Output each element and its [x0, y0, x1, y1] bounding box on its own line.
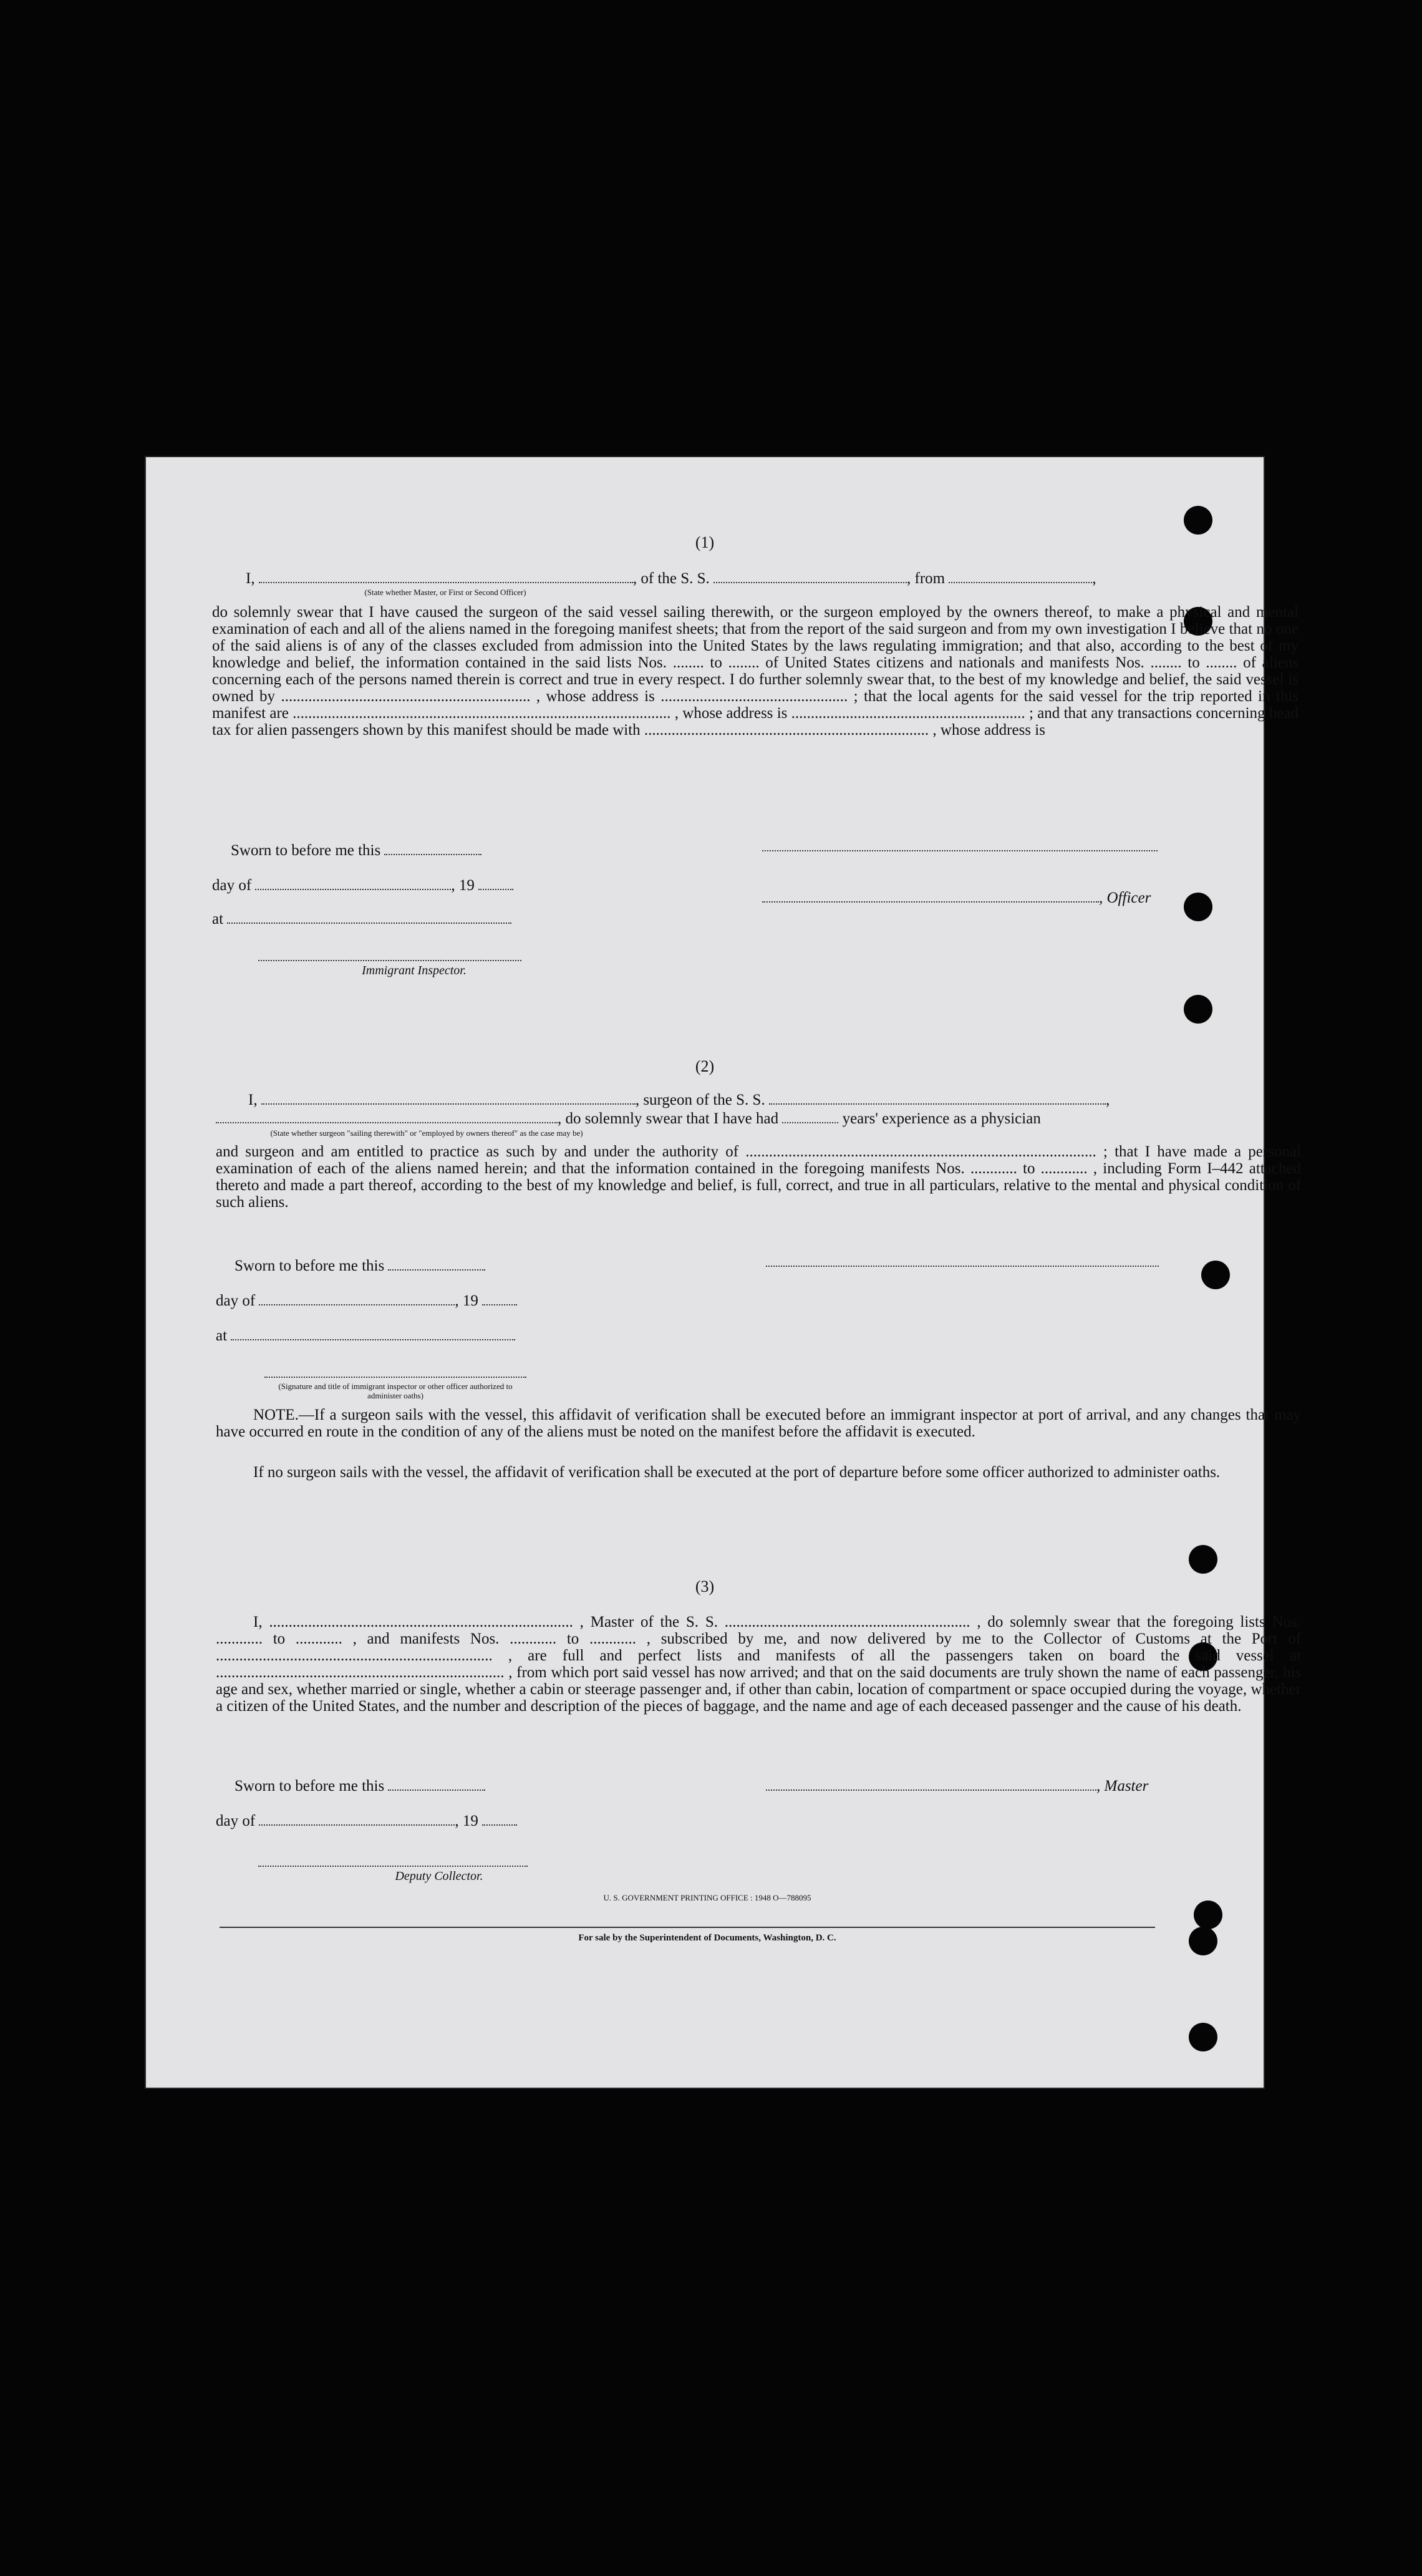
- at-label: at: [216, 1327, 228, 1344]
- section-1-day-line: [212, 876, 513, 895]
- note-no-surgeon: If no surgeon sails with the vessel, the affidavit of verification shall be executed at the port of departure before some officer authorized to administer oaths.: [253, 1464, 1221, 1481]
- section-1-from: , from: [907, 570, 946, 587]
- punch-hole: [1184, 506, 1212, 535]
- month-field[interactable]: [259, 1292, 455, 1305]
- section-3-oath-text: I, .............................................................................. , Master of the S. S. ............................................................... , do solemnly swear that the foregoing lists Nos. ............ to ............ , and manifests Nos. ............ to ............ , subscribed by me, and now delivered by me to the Collector of Customs at the Port of ....................................................................... , are full and perfect lists and manifests of all the passengers taken on board the said vessel at .......................................................................... , from which port said vessel has now arrived; and that on the said documents are truly shown the name of each passenger, his age and sex, whether married or single, whether a cabin or steerage passenger and, if other than cabin, location of compartment or space occupied during the voyage, whether a citizen of the United States, and the number and description of the pieces of baggage, and the name and age of each deceased passenger and the cause of his death.: [216, 1614, 1301, 1715]
- punch-hole: [1189, 1927, 1217, 1955]
- section-1-comma: ,: [1092, 570, 1096, 587]
- punch-hole: [1201, 1261, 1230, 1289]
- inspector-signature-line[interactable]: [258, 959, 521, 961]
- sworn-day-field[interactable]: [388, 1777, 485, 1791]
- sworn-day-field[interactable]: [384, 841, 481, 855]
- place-field[interactable]: [231, 1327, 515, 1340]
- officer-label: , Officer: [1099, 889, 1151, 906]
- punch-hole: [1189, 2023, 1217, 2051]
- section-2-day-line: [216, 1292, 517, 1310]
- surgeon-status-hint: (State whether surgeon "sailing therewith" or "employed by owners thereof" as the case may be): [270, 1128, 583, 1138]
- year-label: , 19: [455, 1813, 478, 1829]
- section-1-i: I,: [246, 570, 255, 587]
- departure-port-field[interactable]: [949, 569, 1092, 583]
- deputy-collector-label: Deputy Collector.: [395, 1869, 483, 1883]
- section-2-experience-line: [216, 1110, 1041, 1128]
- surgeon-signature-line[interactable]: [766, 1264, 1159, 1267]
- year-field[interactable]: [478, 876, 513, 890]
- surgeon-status-field[interactable]: [216, 1110, 558, 1123]
- punch-hole: [1184, 893, 1212, 921]
- sworn-label: Sworn to before me this: [231, 842, 381, 859]
- section-3-day-line: [216, 1812, 517, 1831]
- punch-hole: [1194, 1901, 1222, 1929]
- years-experience-text: years' experience as a physician: [842, 1110, 1041, 1127]
- manifest-form-page: [146, 457, 1301, 2088]
- note-surgeon-sails: NOTE.—If a surgeon sails with the vessel, this affidavit of verification shall be executed before an immigrant inspector at port of arrival, and any changes that may have occurred en route in the condition of any of the aliens must be noted on the manifest before the affidavit is executed.: [216, 1407, 1301, 1440]
- month-field[interactable]: [259, 1812, 455, 1826]
- vessel-name-field[interactable]: [713, 569, 907, 583]
- at-label: at: [212, 911, 224, 927]
- master-signature-line: [766, 1777, 1148, 1796]
- place-field[interactable]: [227, 910, 511, 924]
- section-2-oath-text: and surgeon and am entitled to practice as such by and under the authority of .......................................................................................... ; that I have made a personal examination of each of the aliens named herein; and that the information contained in the foregoing manifests Nos. ............ to ............ , including Form I–442 attached thereto and made a part thereof, according to the best of my knowledge and belief, is full, correct, and true in all particulars, relative to the mental and physical condition of such aliens.: [216, 1143, 1301, 1211]
- solemnly-swear-text: , do solemnly swear that I have had: [558, 1110, 779, 1127]
- sworn-label: Sworn to before me this: [235, 1778, 385, 1794]
- authorized-officer-hint: (Signature and title of immigrant inspector or other officer authorized to administer oaths): [278, 1382, 513, 1400]
- footer-rule: [220, 1927, 1155, 1928]
- printing-office-imprint: U. S. GOVERNMENT PRINTING OFFICE : 1948 O—788095: [603, 1893, 811, 1902]
- collector-signature-line[interactable]: [258, 1864, 528, 1867]
- sworn-day-field[interactable]: [388, 1257, 485, 1271]
- officer-signature-line[interactable]: [762, 849, 1158, 851]
- section-2-at-line: [216, 1327, 515, 1345]
- month-field[interactable]: [255, 876, 451, 890]
- punch-hole: [1184, 995, 1212, 1024]
- day-of-label: day of: [216, 1813, 256, 1829]
- section-1-at-line: [212, 910, 511, 929]
- authorized-officer-signature-line[interactable]: [264, 1375, 526, 1378]
- surgeon-name-field[interactable]: [261, 1091, 636, 1105]
- year-label: , 19: [455, 1292, 478, 1309]
- surgeon-of-ss: , surgeon of the S. S.: [635, 1092, 765, 1108]
- year-field[interactable]: [482, 1292, 517, 1305]
- section-2-opening-line: [248, 1091, 1110, 1110]
- section-3-number: (3): [695, 1577, 715, 1595]
- section-2-sworn-line: [235, 1257, 485, 1276]
- section-2-i: I,: [248, 1092, 258, 1108]
- section-1-sworn-line: [231, 841, 481, 860]
- years-experience-field[interactable]: [782, 1110, 838, 1123]
- day-of-label: day of: [216, 1292, 256, 1309]
- year-field[interactable]: [482, 1812, 517, 1826]
- master-label: , Master: [1096, 1778, 1149, 1794]
- immigrant-inspector-label: Immigrant Inspector.: [362, 964, 467, 977]
- officer-name-field[interactable]: [259, 569, 633, 583]
- surgeon-vessel-field[interactable]: [769, 1091, 1106, 1105]
- officer-rank-hint: (State whether Master, or First or Second Officer): [364, 588, 526, 597]
- section-1-opening-line: [246, 569, 1096, 588]
- section-2-comma: ,: [1105, 1092, 1110, 1108]
- section-2-number: (2): [695, 1057, 715, 1075]
- sworn-label: Sworn to before me this: [235, 1257, 385, 1274]
- master-signature-field[interactable]: [766, 1777, 1096, 1791]
- section-1-oath-text: do solemnly swear that I have caused the surgeon of the said vessel sailing therewith, or the surgeon employed by the owners thereof, to make a physical and mental examination of each and all of the aliens named in the foregoing manifest sheets; that from the report of the said surgeon and from my own investigation I believe that no one of the said aliens is of any of the classes excluded from admission into the United States by the laws regulating immigration; and that also, according to the best of my knowledge and belief, the information contained in the said lists Nos. ........ to ........ of United States citizens and nationals and manifests Nos. ........ to ........ of aliens concerning each of the persons named therein is correct and true in every respect. I do further solemnly swear that, to the best of my knowledge and belief, the said vessel is owned by ................................................................ , whose address is ................................................ ; that the local agents for the said vessel for the trip reported in this manifest are ................................................................................................. , whose address is ............................................................ ; and that any transactions concerning head tax for alien passengers shown by this manifest should be made with ......................................................................... , whose address is: [212, 604, 1299, 738]
- section-1-of-ss: , of the S. S.: [632, 570, 710, 587]
- year-label: , 19: [451, 877, 475, 894]
- punch-hole: [1189, 1545, 1217, 1574]
- section-3-sworn-line: [235, 1777, 485, 1796]
- section-1-number: (1): [695, 533, 715, 551]
- officer-title-field[interactable]: [762, 889, 1099, 903]
- day-of-label: day of: [212, 877, 252, 894]
- officer-title-line: [762, 889, 1151, 908]
- sale-notice: For sale by the Superintendent of Documents, Washington, D. C.: [578, 1933, 836, 1943]
